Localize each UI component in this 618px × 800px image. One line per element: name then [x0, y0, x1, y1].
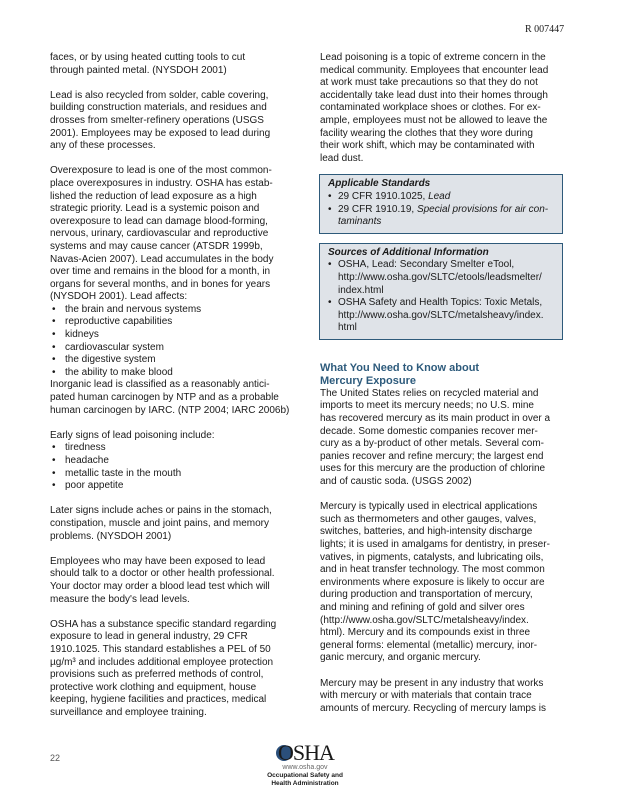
bullet-icon: • — [52, 366, 56, 378]
item-text: http://www.osha.gov/SLTC/etools/leadsmelter/ — [338, 271, 542, 283]
bullet-icon: • — [52, 354, 56, 366]
text-line: 1910.1025. This standard establishes a PEL of 50 — [50, 643, 271, 655]
text-line: panies recover and refine mercury; the largest end — [320, 450, 544, 462]
text-line: (NYSDOH 2001). Lead affects: — [50, 291, 188, 303]
list-item-continuation — [328, 322, 554, 335]
text-line: overexposure to lead can damage blood-forming, — [50, 215, 268, 227]
text-line: ample, employees must not be allowed to leave the — [320, 114, 548, 126]
text-line: µg/m³ and includes additional employee protection — [50, 656, 274, 668]
text-line: imports to meet its mercury needs; no U.S. mine — [320, 400, 534, 412]
text-line: Lead is also recycled from solder, cable covering, — [50, 89, 269, 101]
list-item-continuation — [328, 285, 554, 298]
text-line: Mercury may be present in any industry that works — [320, 677, 544, 689]
text-line: strategic priority. Lead is a systemic poison and — [50, 203, 260, 215]
paragraph — [320, 678, 590, 716]
text-line: Later signs include aches or pains in the stomach, — [50, 505, 272, 517]
paragraph — [50, 52, 300, 77]
bullet-icon: • — [328, 203, 332, 215]
item-text: OSHA Safety and Health Topics: Toxic Metals, — [338, 297, 543, 309]
paragraph — [320, 52, 590, 165]
item-text: html — [338, 322, 357, 334]
section-heading — [320, 362, 590, 388]
list-item-text: the ability to make blood — [65, 366, 173, 378]
osha-logo-url: www.osha.gov — [282, 764, 328, 771]
text-line: at work must take precautions so that they do not — [320, 77, 538, 89]
text-line: 2001). Employees may be exposed to lead during — [50, 127, 271, 139]
text-line: and mining and refining of gold and silver ores — [320, 601, 525, 613]
text-line: Lead poisoning is a topic of extreme concern in the — [320, 52, 546, 63]
item-text: 29 CFR 1910.1025, — [338, 190, 429, 202]
bullet-icon: • — [52, 341, 56, 353]
osha-logo-text: OSHA — [278, 740, 334, 765]
text-line: uses for this mercury are the production of chlorine — [320, 463, 546, 475]
paragraph-gap — [50, 606, 300, 619]
list-item-continuation — [328, 216, 554, 229]
text-line: amounts of mercury. Recycling of mercury lamps is — [320, 702, 546, 714]
text-line: exposure to lead in general industry, 29 CFR — [50, 631, 248, 643]
text-line: and of caustic soda. (USGS 2002) — [320, 476, 472, 488]
osha-org-line-1: Occupational Safety and — [267, 772, 343, 779]
list-item — [50, 455, 300, 468]
list-item — [328, 259, 554, 272]
text-line: provisions such as preferred methods of control, — [50, 669, 264, 681]
text-line: The United States relies on recycled material and — [320, 387, 539, 399]
paragraph — [320, 388, 590, 489]
bullet-icon: • — [328, 259, 332, 271]
text-line: medical community. Employees that encounter lead — [320, 64, 549, 76]
text-line: contaminated workplace shoes or clothes. For ex- — [320, 102, 541, 114]
text-line: constipation, muscle and joint pains, and memory — [50, 517, 270, 529]
text-line: Navas-Acien 2007). Lead accumulates in the body — [50, 253, 274, 265]
text-line: OSHA has a substance specific standard regarding — [50, 618, 277, 630]
text-line: such as thermometers and other gauges, valves, — [320, 513, 537, 525]
bullet-icon: • — [52, 329, 56, 341]
osha-logo-mark — [250, 742, 360, 764]
text-line: lished the reduction of lead exposure as a high — [50, 190, 257, 202]
item-text: OSHA, Lead: Secondary Smelter eTool, — [338, 259, 515, 271]
text-line: accidentally take lead dust into their homes through — [320, 89, 548, 101]
text-line: lights; it is used in amalgams for dentistry, in preser- — [320, 539, 550, 550]
page-number: 22 — [50, 753, 61, 763]
text-line: Early signs of lead poisoning include: — [50, 429, 215, 441]
list-item-text: poor appetite — [65, 480, 124, 492]
osha-logo — [250, 742, 360, 788]
paragraph-gap — [50, 543, 300, 556]
bullet-list — [50, 442, 300, 492]
list-item — [50, 354, 300, 367]
paragraph-gap — [320, 665, 590, 678]
list-item — [328, 297, 554, 310]
text-line: Mercury is typically used in electrical applications — [320, 501, 538, 513]
list-item-text: the digestive system — [65, 354, 156, 366]
text-line: (http://www.osha.gov/SLTC/metalsheavy/index. — [320, 614, 529, 626]
text-line: any of these processes. — [50, 140, 156, 152]
list-item — [50, 367, 300, 380]
paragraph — [50, 379, 300, 417]
text-line: drosses from smelter-refinery operations (USGS — [50, 114, 264, 126]
list-item-text: headache — [65, 455, 109, 466]
item-italic-text: taminants — [338, 216, 382, 228]
list-item-text: tiredness — [65, 442, 106, 454]
paragraph — [50, 90, 300, 153]
text-line: Your doctor may order a blood lead test which will — [50, 580, 270, 592]
bullet-icon: • — [328, 190, 332, 202]
text-line: general forms: elemental (metallic) mercury, inor- — [320, 639, 538, 651]
paragraph-gap — [50, 417, 300, 430]
box-title: Sources of Additional Information — [328, 246, 489, 258]
paragraph-gap — [50, 77, 300, 90]
text-line: building construction materials, and residues and — [50, 102, 267, 114]
list-item-text: kidneys — [65, 329, 99, 341]
sidebar-box — [319, 243, 563, 340]
text-line: and in heat transfer technology. The most common — [320, 564, 545, 576]
text-line: vatives, in pigments, catalysts, and lubricating oils, — [320, 551, 544, 563]
bullet-icon: • — [328, 297, 332, 309]
paragraph-gap — [50, 493, 300, 506]
bullet-icon: • — [52, 303, 56, 315]
text-line: protective work clothing and equipment, house — [50, 681, 257, 693]
text-line: systems and may cause cancer (ATSDR 1999b, — [50, 240, 263, 252]
list-item-text: cardiovascular system — [65, 341, 164, 353]
item-text: 29 CFR 1910.19, — [338, 203, 417, 215]
text-line: facility wearing the clothes that they wore during — [320, 127, 533, 139]
text-line: html). Mercury and its compounds exist in three — [320, 627, 531, 639]
item-italic-text: Special provisions for air con- — [416, 203, 549, 215]
text-line: faces, or by using heated cutting tools to cut — [50, 52, 246, 63]
text-line: switches, batteries, and high-intensity discharge — [320, 526, 533, 538]
text-line: environments where exposure is likely to occur are — [320, 576, 545, 588]
list-item-continuation — [328, 272, 554, 285]
text-line: place overexposures in industry. OSHA has estab- — [50, 177, 273, 189]
text-line: measure the body's lead levels. — [50, 593, 190, 605]
right-column — [320, 52, 590, 715]
paragraph-gap — [320, 489, 590, 502]
text-line: human carcinogen by IARC. (NTP 2004; IARC 2006b) — [50, 404, 290, 416]
text-line: their work shift, which may be contaminated with — [320, 140, 535, 152]
document-id: R 007447 — [525, 24, 565, 35]
bullet-icon: • — [52, 316, 56, 328]
item-text: index.html — [338, 284, 384, 296]
list-item-continuation — [328, 310, 554, 323]
text-line: with mercury or with materials that contain trace — [320, 690, 532, 702]
paragraph — [50, 619, 300, 720]
list-item — [50, 442, 300, 455]
text-line: has recovered mercury as its main product in over a — [320, 413, 551, 425]
list-item — [328, 191, 554, 204]
bullet-icon: • — [52, 467, 56, 479]
bullet-icon: • — [52, 455, 56, 466]
osha-org-line-2: Health Administration — [271, 780, 339, 787]
list-item-text: metallic taste in the mouth — [65, 467, 182, 479]
text-line: should talk to a doctor or other health professional. — [50, 568, 275, 580]
text-line: ganic mercury, and organic mercury. — [320, 652, 481, 664]
list-item — [50, 468, 300, 481]
paragraph — [50, 430, 300, 443]
list-item — [50, 329, 300, 342]
list-item — [328, 204, 554, 217]
list-item — [50, 316, 300, 329]
text-line: Mercury Exposure — [320, 374, 416, 387]
text-line: nervous, urinary, cardiovascular and reproductive — [50, 228, 269, 240]
text-line: over time and remains in the blood for a month, in — [50, 266, 271, 278]
list-item — [50, 304, 300, 317]
text-line: organs for several months, and in bones for years — [50, 278, 271, 290]
paragraph — [320, 501, 590, 665]
text-line: pated human carcinogen by NTP and as a probable — [50, 392, 279, 404]
text-line: decade. Some domestic companies recover mer- — [320, 425, 538, 437]
bullet-icon: • — [52, 442, 56, 454]
left-column — [50, 52, 300, 719]
bullet-icon: • — [52, 480, 56, 492]
list-item — [50, 342, 300, 355]
paragraph — [50, 505, 300, 543]
item-italic-text: Lead — [428, 190, 451, 202]
list-item — [50, 480, 300, 493]
box-title: Applicable Standards — [328, 178, 431, 190]
text-line: cury as a by-product of other metals. Several com- — [320, 438, 544, 450]
text-line: Inorganic lead is classified as a reasonably antici- — [50, 379, 270, 391]
text-line: during production and transportation of mercury, — [320, 589, 533, 601]
text-line: What You Need to Know about — [320, 361, 480, 374]
text-line: problems. (NYSDOH 2001) — [50, 530, 172, 542]
text-line: through painted metal. (NYSDOH 2001) — [50, 64, 227, 76]
text-line: surveillance and employee training. — [50, 706, 207, 718]
text-line: keeping, hygiene facilities and practices, medical — [50, 694, 267, 706]
paragraph — [50, 165, 300, 304]
paragraph-gap — [50, 153, 300, 166]
paragraph — [50, 556, 300, 606]
item-text: http://www.osha.gov/SLTC/metalsheavy/index. — [338, 309, 544, 321]
text-line: Employees who may have been exposed to lead — [50, 555, 266, 567]
sidebar-box — [319, 174, 563, 233]
list-item-text: reproductive capabilities — [65, 316, 173, 328]
text-line: Overexposure to lead is one of the most common- — [50, 165, 272, 177]
text-line: lead dust. — [320, 152, 364, 164]
list-item-text: the brain and nervous systems — [65, 303, 202, 315]
bullet-list — [50, 304, 300, 380]
